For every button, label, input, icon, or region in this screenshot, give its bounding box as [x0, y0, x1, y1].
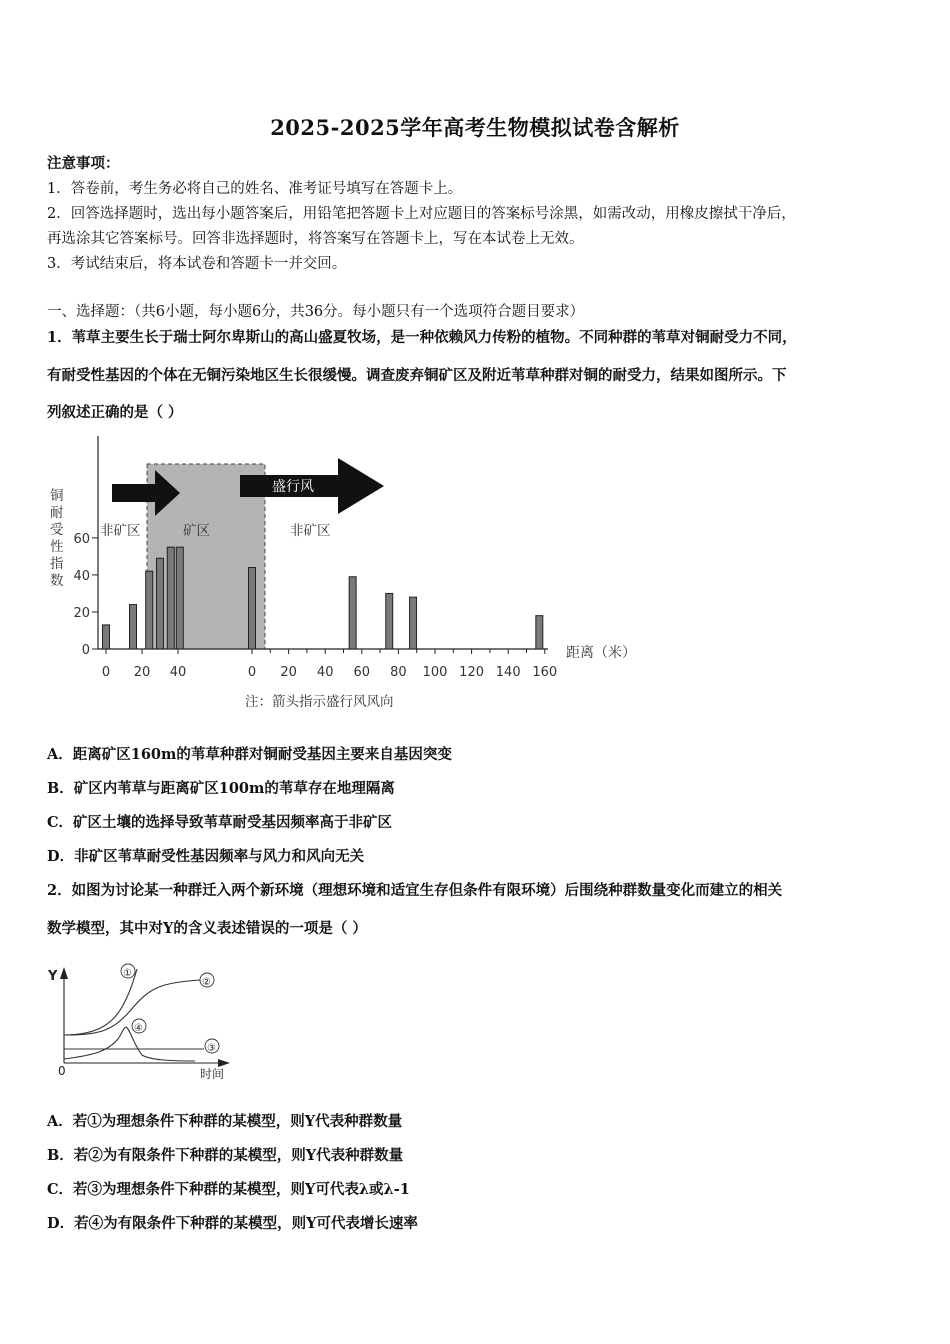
q2-stem-line-1: 2．如图为讨论某一种群迁入两个新环境（理想环境和适宜生存但条件有限环境）后围绕种群数量变化而建立的相关 — [47, 882, 783, 899]
x-tick-label: 0 — [101, 665, 111, 680]
notice-item-1: 1．答卷前，考生务必将自己的姓名、准考证号填写在答题卡上。 — [47, 181, 463, 197]
section-heading: 一、选择题：（共6小题，每小题6分，共36分。每小题只有一个选项符合题目要求） — [47, 304, 585, 320]
x-tick-label: 40 — [169, 665, 187, 680]
y-ticks-group — [73, 532, 98, 658]
region-label-mine: 矿区 — [183, 523, 210, 539]
q1-stem-line-1: 1．苇草主要生长于瑞士阿尔卑斯山的高山盛夏牧场，是一种依赖风力传粉的植物。不同种群的苇草对铜耐受力不同， — [47, 329, 797, 346]
y-tick-label: 0 — [81, 643, 90, 658]
notice-item-3: 3．考试结束后，将本试卷和答题卡一并交回。 — [47, 256, 347, 272]
population-model-chart — [40, 955, 240, 1085]
region-label-right: 非矿区 — [290, 523, 331, 539]
y-axis-label: 铜耐受性指数 — [50, 488, 64, 589]
document-title: 2025-2025学年高考生物模拟试卷含解析 — [270, 115, 680, 140]
x-tick-label: 20 — [280, 665, 297, 680]
origin-label: 0 — [58, 1064, 66, 1078]
x-tick-label: 0 — [247, 665, 257, 680]
q1-option-b[interactable]: B．矿区内苇草与距离矿区100m的苇草存在地理隔离 — [47, 780, 395, 797]
q1-option-d[interactable]: D．非矿区苇草耐受性基因频率与风力和风向无关 — [47, 848, 365, 865]
notice-heading: 注意事项： — [47, 155, 120, 172]
curve-label-3: ③ — [207, 1043, 216, 1054]
q2-option-c[interactable]: C．若③为理想条件下种群的某模型，则Y可代表λ或λ-1 — [47, 1181, 410, 1198]
x-tick-label: 120 — [459, 665, 485, 680]
bar — [249, 568, 256, 649]
curve-label-2: ② — [202, 977, 211, 988]
wind-label: 盛行风 — [272, 479, 314, 495]
q2-option-d[interactable]: D．若④为有限条件下种群的某模型，则Y可代表增长速率 — [47, 1215, 418, 1232]
q1-option-c[interactable]: C．矿区土壤的选择导致苇草耐受基因频率高于非矿区 — [47, 814, 393, 831]
bar — [410, 597, 417, 649]
y-tick-label: 60 — [73, 531, 90, 547]
x-tick-label: 20 — [133, 665, 151, 680]
q2-option-b[interactable]: B．若②为有限条件下种群的某模型，则Y代表种群数量 — [47, 1147, 404, 1164]
y-axis-label: Y — [48, 969, 58, 984]
x-tick-label: 100 — [422, 665, 448, 680]
region-label-left: 非矿区 — [100, 523, 141, 539]
bar — [167, 547, 174, 649]
bar — [536, 616, 543, 649]
curve-label-4: ④ — [134, 1023, 143, 1034]
bar — [386, 593, 393, 649]
x-tick-label: 60 — [353, 665, 371, 680]
notice-item-2: 2．回答选择题时，选出每小题答案后，用铅笔把答题卡上对应题目的答案标号涂黑，如需改动，用橡皮擦拭干净后， — [47, 206, 796, 222]
x-ticks-group — [102, 649, 557, 680]
bar — [146, 571, 153, 649]
bar — [103, 625, 110, 649]
curve-4 — [64, 1027, 195, 1061]
y-tick-label: 20 — [73, 605, 90, 621]
bar — [176, 547, 183, 649]
q1-option-a[interactable]: A．距离矿区160m的苇草种群对铜耐受基因主要来自基因突变 — [47, 746, 452, 763]
curve-label-1: ① — [123, 968, 132, 979]
y-axis-arrow-icon — [60, 967, 68, 979]
q1-stem-line-2: 有耐受性基因的个体在无铜污染地区生长很缓慢。调查废弃铜矿区及附近苇草种群对铜的耐受力，结果如图所示。下 — [47, 367, 787, 384]
bar — [157, 558, 164, 649]
q1-stem-line-3: 列叙述正确的是（ ） — [47, 404, 183, 421]
y-tick-label: 40 — [73, 568, 90, 584]
copper-tolerance-chart — [40, 428, 660, 718]
q2-option-a[interactable]: A．若①为理想条件下种群的某模型，则Y代表种群数量 — [47, 1113, 403, 1130]
x-tick-label: 160 — [532, 665, 558, 680]
q2-stem-line-2: 数学模型，其中对Y的含义表述错误的一项是（ ） — [47, 920, 367, 937]
notice-item-2-cont: 再选涂其它答案标号。回答非选择题时，将答案写在答题卡上，写在本试卷上无效。 — [47, 231, 584, 247]
bar — [349, 577, 356, 649]
x-tick-label: 40 — [316, 665, 334, 680]
x-axis-arrow-icon — [218, 1059, 230, 1067]
bar — [130, 605, 137, 649]
x-axis-label: 时间 — [200, 1067, 225, 1081]
x-tick-label: 80 — [390, 665, 407, 680]
chart-note: 注：箭头指示盛行风风向 — [245, 694, 394, 710]
x-axis-label: 距离（米） — [566, 645, 636, 661]
x-tick-label: 140 — [495, 665, 521, 680]
bars-group — [103, 547, 543, 649]
